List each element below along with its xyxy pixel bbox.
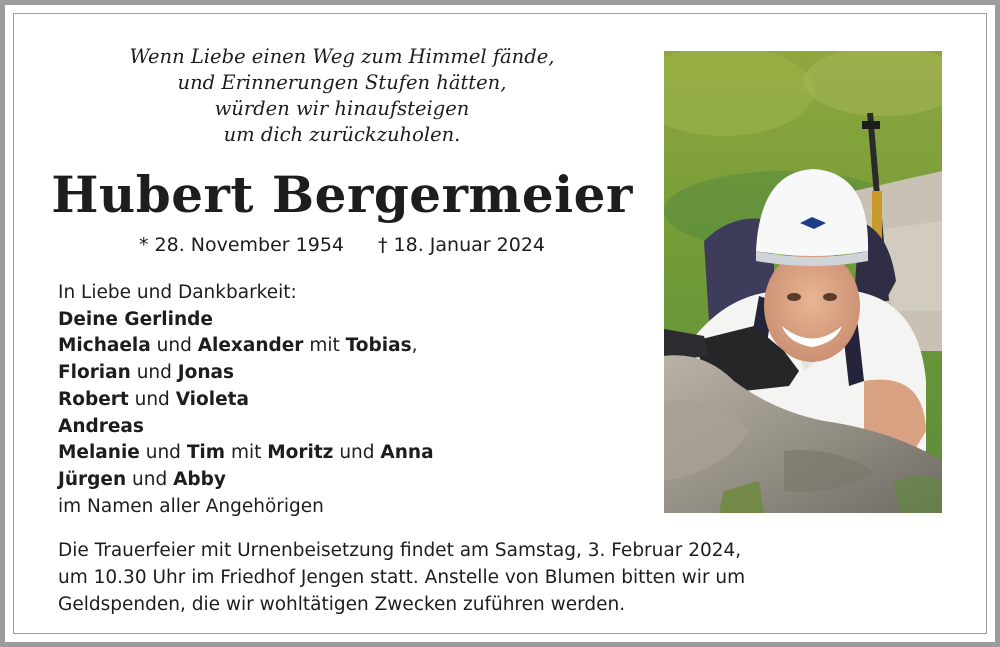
mourner-connector: und <box>128 388 176 410</box>
mourner-connector: und <box>333 442 381 464</box>
mourner-line <box>58 414 618 441</box>
mourner-connector: , <box>411 335 418 357</box>
portrait-photo <box>664 51 942 513</box>
mourner-name: Melanie <box>58 442 140 464</box>
mourner-connector: und <box>150 335 198 357</box>
mourner-name: Violeta <box>175 388 249 410</box>
mourners-closing: im Namen aller Angehörigen <box>58 495 324 517</box>
deceased-name: Hubert Bergermeier <box>51 165 633 224</box>
life-dates <box>60 232 624 258</box>
mourner-connector: und <box>126 468 174 490</box>
mourner-name: Moritz <box>267 442 334 464</box>
notice-line: um 10.30 Uhr im Friedhof Jengen statt. Anstelle von Blumen bitten wir um <box>58 567 746 588</box>
mourner-name: Tobias <box>345 335 412 357</box>
mourner-name: Abby <box>173 468 226 490</box>
poem-line: und Erinnerungen Stufen hätten, <box>177 71 507 94</box>
mourner-line <box>58 307 618 334</box>
funeral-notice <box>58 537 958 618</box>
mourners-list <box>58 280 618 520</box>
mourner-line <box>58 360 618 387</box>
mourner-name: Robert <box>58 388 129 410</box>
mourner-line <box>58 467 618 494</box>
mourner-connector: und <box>130 362 178 384</box>
notice-line: Geldspenden, die wir wohltätigen Zwecken zuführen werden. <box>58 594 626 615</box>
mourner-name: Anna <box>380 442 434 464</box>
poem-line: Wenn Liebe einen Weg zum Himmel fände, <box>129 45 555 68</box>
mourner-name: Michaela <box>58 335 151 357</box>
poem-line: um dich zurückzuholen. <box>223 123 461 146</box>
memorial-poem <box>100 44 584 148</box>
mourner-line <box>58 333 618 360</box>
mourner-name: Andreas <box>58 415 144 437</box>
mourner-name: Jürgen <box>58 468 127 490</box>
mourner-connector: mit <box>303 335 346 357</box>
mourner-connector: mit <box>225 442 268 464</box>
mourner-connector: und <box>139 442 187 464</box>
mourner-line <box>58 387 618 414</box>
mourners-intro: In Liebe und Dankbarkeit: <box>58 282 297 303</box>
poem-line: würden wir hinaufsteigen <box>214 97 470 120</box>
mourner-name: Deine Gerlinde <box>58 308 213 330</box>
mourner-lines <box>58 307 618 494</box>
mourner-name: Florian <box>58 362 131 384</box>
death-date: † 18. Januar 2024 <box>378 234 545 256</box>
birth-date: * 28. November 1954 <box>138 234 345 256</box>
mourner-name: Tim <box>186 442 226 464</box>
mourner-line <box>58 440 618 467</box>
mourner-name: Jonas <box>177 362 235 384</box>
mourner-name: Alexander <box>197 335 304 357</box>
notice-line: Die Trauerfeier mit Urnenbeisetzung findet am Samstag, 3. Februar 2024, <box>58 540 742 561</box>
